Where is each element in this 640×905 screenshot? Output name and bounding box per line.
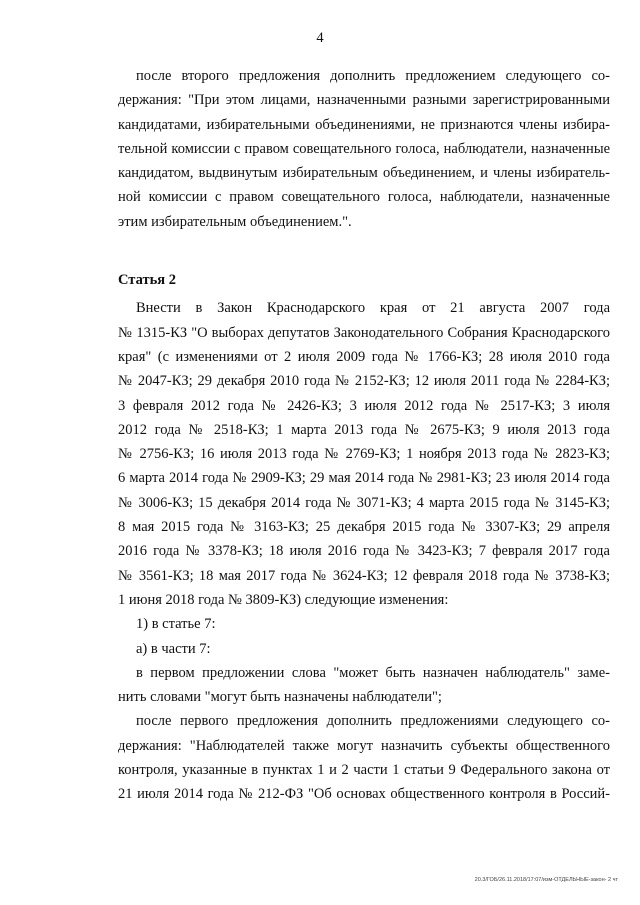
text-line: кандидатами, избирательными объединениями, не признаются члены избира- (118, 116, 610, 133)
document-body (118, 64, 610, 807)
text-line: нить словами "могут быть назначены наблюдатели"; (118, 689, 442, 706)
text-line: тельной комиссии с правом совещательного голоса, наблюдатели, назначенные (118, 140, 610, 157)
article-heading: Статья 2 (118, 272, 176, 289)
text-line: 2012 года № 2518-КЗ; 1 марта 2013 года № 2675-КЗ; 9 июля 2013 года (118, 421, 610, 438)
text-line: в первом предложении слова "может быть назначен наблюдатель" заме- (136, 664, 610, 681)
paragraph-amendments-list (118, 296, 610, 612)
text-line: этим избирательным объединением.". (118, 213, 352, 230)
paragraph-add-sentences (118, 709, 610, 806)
text-line: № 3561-КЗ; 18 мая 2017 года № 3624-КЗ; 12 февраля 2018 года № 3738-КЗ; (118, 567, 610, 584)
text-line: края" (с изменениями от 2 июля 2009 года № 1766-КЗ; 28 июля 2010 года (118, 348, 610, 365)
text-line: держания: "Наблюдателей также могут назначить субъекты общественного (118, 737, 610, 754)
text-line: после второго предложения дополнить предложением следующего со- (136, 68, 610, 84)
text-line: № 2047-КЗ; 29 декабря 2010 года № 2152-КЗ; 12 июля 2011 года № 2284-КЗ; (118, 373, 610, 390)
list-item-article-7: 1) в статье 7: (136, 616, 216, 633)
text-line: ной комиссии с правом совещательного голоса, наблюдатели, назначенные (118, 189, 610, 206)
text-line: № 1315-КЗ "О выборах депутатов Законодательного Собрания Краснодарского (118, 324, 610, 341)
paragraph-observers-block (118, 64, 610, 234)
text-line: кандидатом, выдвинутым избирательным объединением, и члены избиратель- (118, 165, 610, 182)
text-line: держания: "При этом лицами, назначенными разными зарегистрированными (118, 92, 610, 109)
text-line: 3 февраля 2012 года № 2426-КЗ; 3 июля 2012 года № 2517-КЗ; 3 июля (118, 397, 610, 414)
text-line: № 2756-КЗ; 16 июля 2013 года № 2769-КЗ; 1 ноября 2013 года № 2823-КЗ; (118, 446, 610, 463)
paragraph-replace-words (118, 661, 610, 710)
text-line: 6 марта 2014 года № 2909-КЗ; 29 мая 2014 года № 2981-КЗ; 23 июля 2014 года (118, 470, 610, 487)
footer-document-code: 20.3/ГОБ/26.11.2018/17:07/изм-ОТДЕЛЬНЫЕ-закон- 2 чт (474, 877, 618, 883)
list-item-part-7: а) в части 7: (136, 640, 211, 657)
text-line: контроля, указанные в пунктах 1 и 2 части 1 статьи 9 Федерального закона от (118, 762, 610, 779)
text-line: 8 мая 2015 года № 3163-КЗ; 25 декабря 2015 года № 3307-КЗ; 29 апреля (118, 519, 610, 536)
text-line: № 3006-КЗ; 15 декабря 2014 года № 3071-КЗ; 4 марта 2015 года № 3145-КЗ; (118, 494, 610, 511)
text-line: после первого предложения дополнить предложениями следующего со- (136, 713, 610, 730)
text-line: 1 июня 2018 года № 3809-КЗ) следующие изменения: (118, 591, 449, 608)
page-number: 4 (316, 30, 324, 46)
text-line: 2016 года № 3378-КЗ; 18 июля 2016 года № 3423-КЗ; 7 февраля 2017 года (118, 543, 610, 560)
text-line: 21 июля 2014 года № 212-ФЗ "Об основах общественного контроля в Россий- (118, 786, 610, 803)
text-line: Внести в Закон Краснодарского края от 21 августа 2007 года (136, 300, 610, 317)
